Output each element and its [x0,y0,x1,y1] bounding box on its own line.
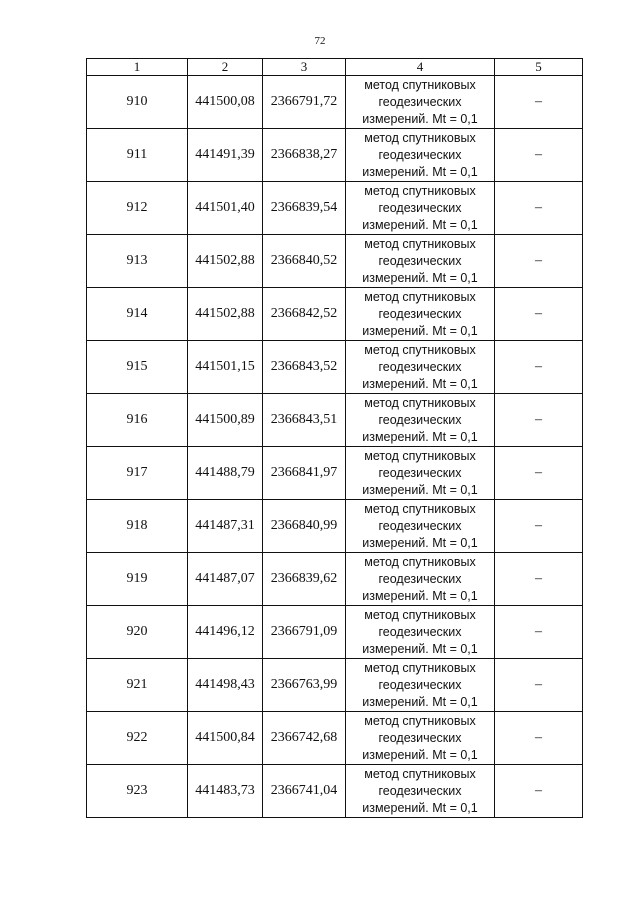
x-coordinate-cell: 441496,12 [188,606,263,659]
point-number-cell: 919 [87,553,188,606]
method-cell [346,606,495,659]
method-cell [346,765,495,818]
method-line: измерений. Mt = 0,1 [362,323,478,338]
description-cell: – [495,182,583,235]
x-coordinate-cell: 441502,88 [188,235,263,288]
method-line: метод спутниковых [364,713,476,728]
point-number-cell: 921 [87,659,188,712]
method-line: измерений. Mt = 0,1 [362,747,478,762]
method-line: измерений. Mt = 0,1 [362,164,478,179]
x-coordinate-cell: 441501,40 [188,182,263,235]
header-col-2: 2 [188,59,263,76]
method-cell [346,553,495,606]
method-line: геодезических [378,94,462,109]
table-row [87,447,583,500]
method-cell [346,182,495,235]
table-row [87,765,583,818]
method-line: измерений. Mt = 0,1 [362,800,478,815]
method-line: геодезических [378,253,462,268]
table-row [87,341,583,394]
header-col-1: 1 [87,59,188,76]
method-line: геодезических [378,147,462,162]
description-cell: – [495,553,583,606]
method-cell [346,235,495,288]
point-number-cell: 922 [87,712,188,765]
x-coordinate-cell: 441500,08 [188,76,263,129]
description-cell: – [495,235,583,288]
method-line: измерений. Mt = 0,1 [362,535,478,550]
y-coordinate-cell: 2366763,99 [263,659,346,712]
method-line: метод спутниковых [364,289,476,304]
method-line: геодезических [378,465,462,480]
table-row [87,553,583,606]
method-line: геодезических [378,730,462,745]
x-coordinate-cell: 441487,31 [188,500,263,553]
method-cell [346,394,495,447]
y-coordinate-cell: 2366840,99 [263,500,346,553]
point-number-cell: 918 [87,500,188,553]
point-number-cell: 913 [87,235,188,288]
y-coordinate-cell: 2366741,04 [263,765,346,818]
method-line: метод спутниковых [364,395,476,410]
table-row [87,235,583,288]
description-cell: – [495,288,583,341]
method-line: геодезических [378,677,462,692]
method-line: метод спутниковых [364,448,476,463]
method-line: метод спутниковых [364,342,476,357]
method-cell [346,76,495,129]
method-line: геодезических [378,571,462,586]
method-cell [346,500,495,553]
x-coordinate-cell: 441488,79 [188,447,263,500]
method-line: метод спутниковых [364,501,476,516]
description-cell: – [495,394,583,447]
header-col-3: 3 [263,59,346,76]
table-row [87,712,583,765]
x-coordinate-cell: 441483,73 [188,765,263,818]
method-cell [346,129,495,182]
method-line: измерений. Mt = 0,1 [362,694,478,709]
description-cell: – [495,606,583,659]
method-line: измерений. Mt = 0,1 [362,111,478,126]
x-coordinate-cell: 441491,39 [188,129,263,182]
x-coordinate-cell: 441487,07 [188,553,263,606]
method-line: метод спутниковых [364,660,476,675]
table-row [87,182,583,235]
method-line: геодезических [378,306,462,321]
method-line: геодезических [378,624,462,639]
point-number-cell: 911 [87,129,188,182]
y-coordinate-cell: 2366842,52 [263,288,346,341]
point-number-cell: 914 [87,288,188,341]
description-cell: – [495,765,583,818]
description-cell: – [495,712,583,765]
method-line: измерений. Mt = 0,1 [362,376,478,391]
point-number-cell: 910 [87,76,188,129]
y-coordinate-cell: 2366791,09 [263,606,346,659]
x-coordinate-cell: 441502,88 [188,288,263,341]
method-line: измерений. Mt = 0,1 [362,270,478,285]
y-coordinate-cell: 2366843,52 [263,341,346,394]
coordinates-table [86,58,583,818]
description-cell: – [495,129,583,182]
table-row [87,606,583,659]
table-row [87,500,583,553]
method-line: метод спутниковых [364,236,476,251]
description-cell: – [495,341,583,394]
y-coordinate-cell: 2366791,72 [263,76,346,129]
y-coordinate-cell: 2366742,68 [263,712,346,765]
y-coordinate-cell: 2366843,51 [263,394,346,447]
y-coordinate-cell: 2366838,27 [263,129,346,182]
y-coordinate-cell: 2366841,97 [263,447,346,500]
method-line: геодезических [378,412,462,427]
method-cell [346,659,495,712]
header-col-4: 4 [346,59,495,76]
point-number-cell: 923 [87,765,188,818]
method-line: измерений. Mt = 0,1 [362,482,478,497]
x-coordinate-cell: 441501,15 [188,341,263,394]
method-cell [346,447,495,500]
method-line: измерений. Mt = 0,1 [362,217,478,232]
y-coordinate-cell: 2366840,52 [263,235,346,288]
point-number-cell: 916 [87,394,188,447]
table-row [87,394,583,447]
x-coordinate-cell: 441500,84 [188,712,263,765]
method-cell [346,712,495,765]
method-line: метод спутниковых [364,183,476,198]
method-line: метод спутниковых [364,77,476,92]
point-number-cell: 920 [87,606,188,659]
table-body [87,76,583,818]
description-cell: – [495,76,583,129]
x-coordinate-cell: 441500,89 [188,394,263,447]
table-row [87,76,583,129]
table-row [87,659,583,712]
y-coordinate-cell: 2366839,62 [263,553,346,606]
method-line: геодезических [378,359,462,374]
point-number-cell: 917 [87,447,188,500]
method-line: измерений. Mt = 0,1 [362,588,478,603]
method-line: геодезических [378,200,462,215]
method-line: измерений. Mt = 0,1 [362,429,478,444]
description-cell: – [495,500,583,553]
method-line: метод спутниковых [364,766,476,781]
page-number: 72 [314,35,326,47]
method-cell [346,288,495,341]
description-cell: – [495,447,583,500]
table-row [87,129,583,182]
point-number-cell: 912 [87,182,188,235]
method-line: измерений. Mt = 0,1 [362,641,478,656]
table-row [87,288,583,341]
description-cell: – [495,659,583,712]
point-number-cell: 915 [87,341,188,394]
header-row [87,59,583,76]
y-coordinate-cell: 2366839,54 [263,182,346,235]
x-coordinate-cell: 441498,43 [188,659,263,712]
method-line: метод спутниковых [364,130,476,145]
method-line: геодезических [378,783,462,798]
method-line: метод спутниковых [364,607,476,622]
method-line: геодезических [378,518,462,533]
method-line: метод спутниковых [364,554,476,569]
header-col-5: 5 [495,59,583,76]
method-cell [346,341,495,394]
